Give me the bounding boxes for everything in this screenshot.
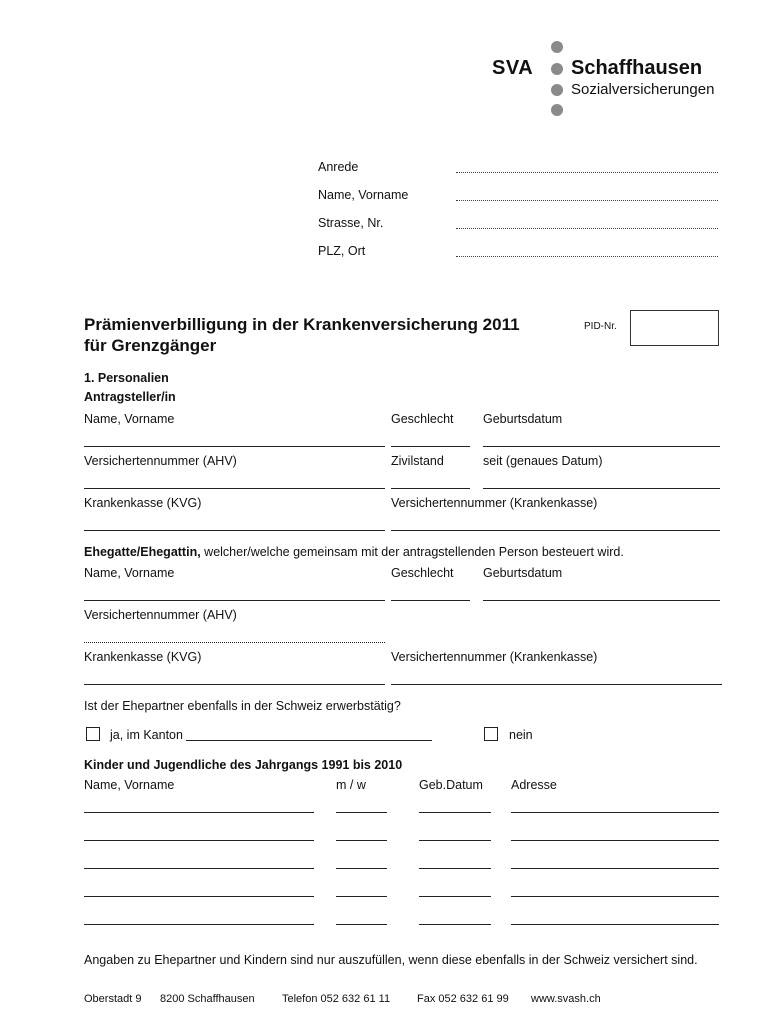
label-applicant-birthdate: Geburtsdatum <box>483 412 563 426</box>
label-name-vorname: Name, Vorname <box>318 188 409 202</box>
label-applicant-gender: Geschlecht <box>391 412 454 426</box>
logo-sva: SVA <box>492 57 534 79</box>
field-spouse-insurer-no[interactable] <box>391 678 722 685</box>
field-child-5-birthdate[interactable] <box>419 918 491 925</box>
label-spouse-birthdate: Geburtsdatum <box>483 566 563 580</box>
field-spouse-name[interactable] <box>84 594 385 601</box>
field-spouse-ahv[interactable] <box>84 636 385 643</box>
field-name-vorname[interactable] <box>456 200 718 201</box>
field-child-2-name[interactable] <box>84 834 314 841</box>
field-child-3-gender[interactable] <box>336 862 387 869</box>
field-spouse-gender[interactable] <box>391 594 470 601</box>
footer-phone: Telefon 052 632 61 11 <box>282 993 391 1005</box>
logo-dot-2 <box>551 63 563 75</box>
field-spouse-insurer[interactable] <box>84 678 385 685</box>
spouse-heading-bold: Ehegatte/Ehegattin, <box>84 545 201 559</box>
label-spouse-gender: Geschlecht <box>391 566 454 580</box>
label-spouse-insurer-no: Versichertennummer (Krankenkasse) <box>391 650 598 664</box>
label-plz-ort: PLZ, Ort <box>318 244 366 258</box>
field-child-4-address[interactable] <box>511 890 719 897</box>
employment-question: Ist der Ehepartner ebenfalls in der Schweiz erwerbstätig? <box>84 699 401 713</box>
col-child-gender: m / w <box>336 778 366 792</box>
label-applicant-name: Name, Vorname <box>84 412 175 426</box>
footer-fax: Fax 052 632 61 99 <box>417 993 509 1005</box>
field-plz-ort[interactable] <box>456 256 718 257</box>
logo-dot-3 <box>551 84 563 96</box>
field-applicant-gender[interactable] <box>391 440 470 447</box>
spouse-heading <box>84 545 624 560</box>
col-child-address: Adresse <box>511 778 557 792</box>
field-applicant-birthdate[interactable] <box>483 440 720 447</box>
label-applicant-insurer: Krankenkasse (KVG) <box>84 496 202 510</box>
field-child-2-birthdate[interactable] <box>419 834 491 841</box>
field-child-4-gender[interactable] <box>336 890 387 897</box>
label-spouse-ahv: Versichertennummer (AHV) <box>84 608 237 622</box>
field-spouse-birthdate[interactable] <box>483 594 720 601</box>
label-spouse-name: Name, Vorname <box>84 566 175 580</box>
footer-web-link[interactable]: www.svash.ch <box>531 993 601 1005</box>
logo-dot-4 <box>551 104 563 116</box>
field-applicant-insurer-no[interactable] <box>391 524 720 531</box>
field-applicant-ahv[interactable] <box>84 482 385 489</box>
field-child-2-gender[interactable] <box>336 834 387 841</box>
field-child-3-name[interactable] <box>84 862 314 869</box>
field-child-2-address[interactable] <box>511 834 719 841</box>
label-spouse-insurer: Krankenkasse (KVG) <box>84 650 202 664</box>
label-applicant-civil: Zivilstand <box>391 454 444 468</box>
label-applicant-ahv: Versichertennummer (AHV) <box>84 454 237 468</box>
note-text: Angaben zu Ehepartner und Kindern sind nur auszufüllen, wenn diese ebenfalls in der Schweiz versichert sind. <box>84 953 698 967</box>
checkbox-no[interactable] <box>484 727 498 741</box>
field-child-5-address[interactable] <box>511 918 719 925</box>
field-child-4-name[interactable] <box>84 890 314 897</box>
pid-label: PID-Nr. <box>584 321 617 332</box>
label-anrede: Anrede <box>318 160 359 174</box>
section-personalien-heading: 1. Personalien <box>84 371 169 385</box>
checkbox-yes[interactable] <box>86 727 100 741</box>
footer-street: Oberstadt 9 <box>84 993 142 1005</box>
field-child-4-birthdate[interactable] <box>419 890 491 897</box>
col-child-name: Name, Vorname <box>84 778 175 792</box>
logo-schaffhausen: Schaffhausen <box>571 57 703 79</box>
label-applicant-insurer-no: Versichertennummer (Krankenkasse) <box>391 496 598 510</box>
field-applicant-insurer[interactable] <box>84 524 385 531</box>
field-child-5-name[interactable] <box>84 918 314 925</box>
pid-input[interactable] <box>630 310 719 346</box>
label-strasse: Strasse, Nr. <box>318 216 384 230</box>
field-child-5-gender[interactable] <box>336 918 387 925</box>
children-heading: Kinder und Jugendliche des Jahrgangs 1991 bis 2010 <box>84 758 403 772</box>
field-anrede[interactable] <box>456 172 718 173</box>
field-child-3-address[interactable] <box>511 862 719 869</box>
applicant-heading: Antragsteller/in <box>84 390 176 404</box>
label-applicant-since: seit (genaues Datum) <box>483 454 603 468</box>
label-yes-kanton: ja, im Kanton <box>110 728 183 742</box>
logo-dot-1 <box>551 41 563 53</box>
field-child-3-birthdate[interactable] <box>419 862 491 869</box>
col-child-birthdate: Geb.Datum <box>419 778 483 792</box>
form-subtitle: für Grenzgänger <box>84 336 217 355</box>
spouse-heading-rest: welcher/welche gemeinsam mit der antragstellenden Person besteuert wird. <box>200 545 624 559</box>
field-strasse[interactable] <box>456 228 718 229</box>
field-kanton[interactable] <box>186 734 432 741</box>
field-child-1-gender[interactable] <box>336 806 387 813</box>
label-no: nein <box>509 728 533 742</box>
logo-subtitle: Sozialversicherungen <box>571 81 715 98</box>
field-applicant-name[interactable] <box>84 440 385 447</box>
field-child-1-name[interactable] <box>84 806 314 813</box>
field-child-1-address[interactable] <box>511 806 719 813</box>
form-title: Prämienverbilligung in der Krankenversicherung 2011 <box>84 315 520 334</box>
footer-city: 8200 Schaffhausen <box>160 993 255 1005</box>
field-applicant-since[interactable] <box>483 482 720 489</box>
field-applicant-civil[interactable] <box>391 482 470 489</box>
field-child-1-birthdate[interactable] <box>419 806 491 813</box>
